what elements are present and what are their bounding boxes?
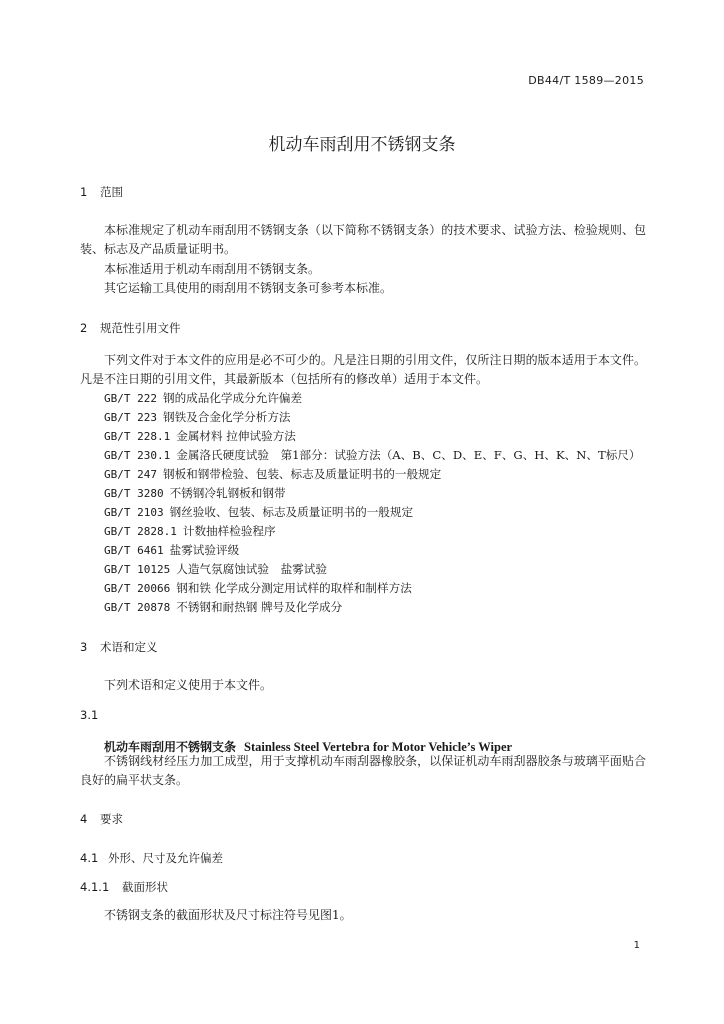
subsection-4-1-heading	[80, 850, 223, 866]
references-intro: 下列文件对于本文件的应用是必不可少的。凡是注日期的引用文件，仅所注日期的版本适用于本文件。凡是不注日期的引用文件，其最新版本（包括所有的修改单）适用于本文件。	[80, 353, 646, 386]
reference-item	[104, 484, 641, 503]
section-1-heading	[80, 184, 123, 200]
section-title: 术语和定义	[100, 640, 158, 654]
term-english: Stainless Steel Vertebra for Motor Vehicle’s Wiper	[244, 740, 513, 754]
section-4-heading	[80, 811, 123, 827]
reference-item	[104, 560, 641, 579]
reference-title: 金属材料 拉伸试验方法	[176, 429, 296, 443]
reference-item	[104, 598, 641, 617]
section-title: 范围	[100, 185, 123, 199]
reference-code: GB/T 6461	[104, 544, 164, 557]
reference-item	[104, 522, 641, 541]
section-title: 要求	[100, 812, 123, 826]
terms-intro: 下列术语和定义使用于本文件。	[104, 678, 273, 692]
document-code: DB44/T 1589—2015	[528, 74, 644, 87]
page-number: 1	[633, 940, 640, 951]
subsection-4-1-1-heading	[80, 879, 168, 895]
reference-title: 金属洛氏硬度试验 第1部分：试验方法（A、B、C、D、E、F、G、H、K、N、T标尺）	[176, 448, 641, 462]
subsection-title: 截面形状	[122, 880, 168, 894]
reference-code: GB/T 222	[104, 392, 157, 405]
subsection-3-1-number: 3.1	[80, 708, 99, 722]
reference-item	[104, 446, 641, 465]
section-number: 4	[80, 812, 88, 826]
reference-code: GB/T 2103	[104, 506, 164, 519]
reference-list	[104, 389, 641, 617]
scope-paragraph-3: 其它运输工具使用的雨刮用不锈钢支条可参考本标准。	[104, 281, 393, 295]
reference-title: 计数抽样检验程序	[182, 524, 276, 538]
reference-item	[104, 408, 641, 427]
reference-title: 钢的成品化学成分允许偏差	[162, 391, 303, 405]
reference-title: 人造气氛腐蚀试验 盐雾试验	[176, 562, 327, 576]
reference-code: GB/T 10125	[104, 563, 171, 576]
section-2-heading	[80, 320, 181, 336]
reference-item	[104, 427, 641, 446]
reference-title: 钢板和钢带检验、包装、标志及质量证明书的一般规定	[162, 467, 442, 481]
section-number: 3	[80, 640, 88, 654]
reference-code: GB/T 3280	[104, 487, 164, 500]
section-title: 规范性引用文件	[100, 321, 181, 335]
term-chinese: 机动车雨刮用不锈钢支条	[104, 740, 237, 754]
reference-title: 不锈钢冷轧钢板和钢带	[169, 486, 286, 500]
reference-code: GB/T 247	[104, 468, 157, 481]
reference-code: GB/T 228.1	[104, 430, 171, 443]
subsection-number: 4.1.1	[80, 880, 110, 894]
subsection-number: 4.1	[80, 851, 99, 865]
section-number: 1	[80, 185, 88, 199]
reference-code: GB/T 20878	[104, 601, 171, 614]
reference-code: GB/T 230.1	[104, 449, 171, 462]
reference-title: 钢丝验收、包装、标志及质量证明书的一般规定	[169, 505, 414, 519]
reference-title: 盐雾试验评级	[169, 543, 240, 557]
section-3-heading	[80, 639, 158, 655]
reference-item	[104, 465, 641, 484]
reference-item	[104, 503, 641, 522]
section-number: 2	[80, 321, 88, 335]
reference-item	[104, 389, 641, 408]
term-definition: 不锈钢线材经压力加工成型，用于支撑机动车雨刮器橡胶条，以保证机动车雨刮器胶条与玻璃平面贴合良好的扁平状支条。	[80, 754, 646, 787]
document-title: 机动车雨刮用不锈钢支条	[268, 135, 456, 155]
scope-paragraph-2: 本标准适用于机动车雨刮用不锈钢支条。	[104, 262, 321, 276]
reference-title: 不锈钢和耐热钢 牌号及化学成分	[176, 600, 343, 614]
reference-item	[104, 579, 641, 598]
cross-section-text: 不锈钢支条的截面形状及尺寸标注符号见图1。	[104, 908, 352, 922]
reference-title: 钢铁及合金化学分析方法	[162, 410, 291, 424]
reference-item	[104, 541, 641, 560]
reference-code: GB/T 2828.1	[104, 525, 177, 538]
reference-title: 钢和铁 化学成分测定用试样的取样和制样方法	[176, 581, 412, 595]
scope-paragraph-1: 本标准规定了机动车雨刮用不锈钢支条（以下简称不锈钢支条）的技术要求、试验方法、检验规则、包装、标志及产品质量证明书。	[80, 223, 646, 256]
reference-code: GB/T 20066	[104, 582, 171, 595]
reference-code: GB/T 223	[104, 411, 157, 424]
subsection-title: 外形、尺寸及允许偏差	[108, 851, 223, 865]
